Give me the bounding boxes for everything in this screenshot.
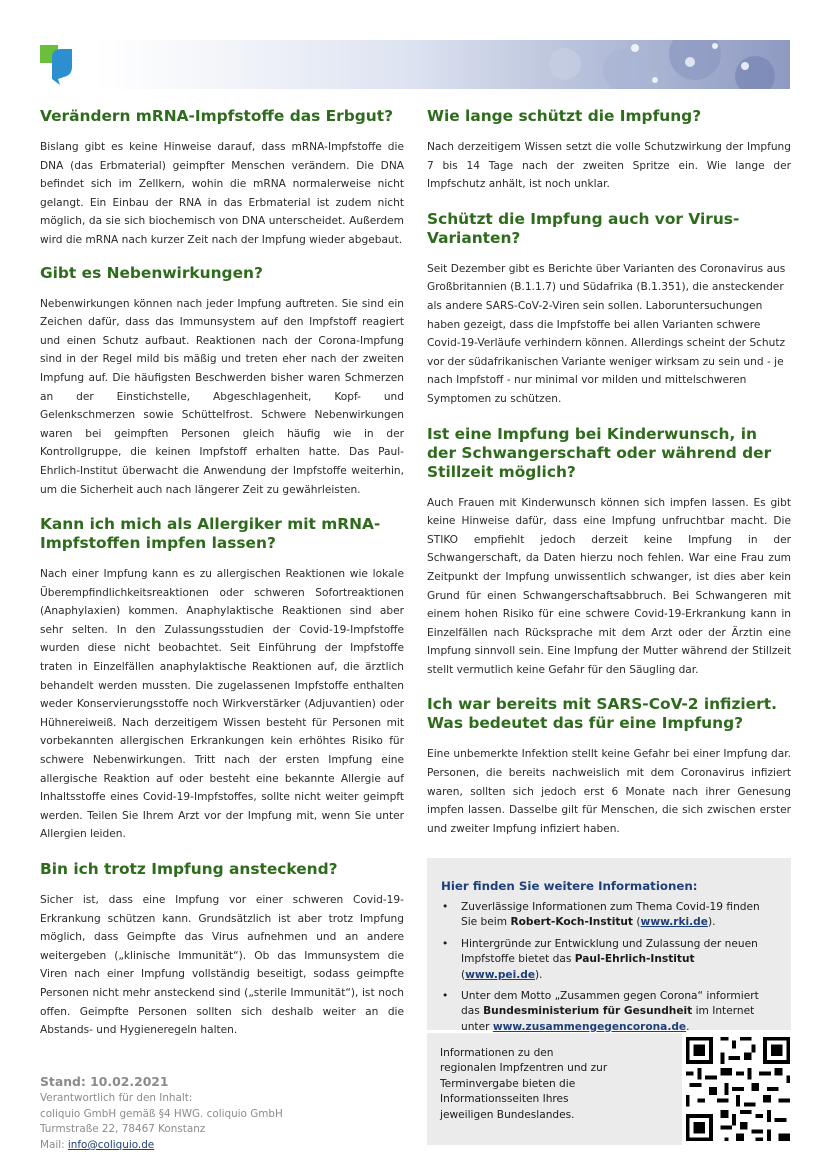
section-heading: Wie lange schützt die Impfung? <box>427 107 702 125</box>
section-heading: Bin ich trotz Impfung ansteckend? <box>40 860 338 878</box>
section-text: Seit Dezember gibt es Berichte über Varianten des Coronavirus aus Großbritannien (B.1.1.7) und Südafrika (B.1.351), die ansteckender als andere SARS-CoV-2-Viren sein sollen. Laboruntersuchungen haben gezeigt, dass die Impfstoffe bei allen Varianten schwere Covid-19-Verläufe verhindern können. Allerdings scheint der Schutz vor der südafrikanischen Variante weniger wirksam zu sein und - je nach Impfstoff - nur minimal vor milden und mittelschweren Symptomen zu schützen. <box>427 262 786 405</box>
info-box-title: Hier finden Sie weitere Informationen: <box>441 879 698 893</box>
section-heading: Ich war bereits mit SARS-CoV-2 infiziert. Was bedeutet das für eine Impfung? <box>427 695 777 733</box>
section-allergiker <box>40 515 404 844</box>
list-item: • Zuverlässige Informationen zum Thema Covid-19 finden Sie beim Robert-Koch-Institut (www.rki.de). <box>442 901 760 929</box>
section-varianten <box>427 210 791 409</box>
qr-code-icon[interactable] <box>682 1033 794 1145</box>
footer-imprint <box>40 1074 340 1153</box>
section-text: Eine unbemerkte Infektion stellt keine Gefahr bei einer Impfung dar. Personen, die bereits nachweislich mit dem Coronavirus infiziert waren, sollten sich jedoch erst 6 Monate nach ihrer Genesung impfen lassen. Dasselbe gilt für Menschen, die sich zwischen erster und zweiter Impfung infiziert haben. <box>427 748 791 835</box>
section-heading: Gibt es Nebenwirkungen? <box>40 263 263 282</box>
section-heading: Schützt die Impfung auch vor Virus-Varianten? <box>427 209 740 247</box>
header-banner-image <box>95 40 790 89</box>
section-nebenwirkungen <box>40 264 404 500</box>
section-heading: Ist eine Impfung bei Kinderwunsch, in der Schwangerschaft oder während der Stillzeit möglich? <box>427 424 772 481</box>
zusammengegencorona-link[interactable]: www.zusammengegencorona.de <box>492 1020 687 1033</box>
section-text: Nach derzeitigem Wissen setzt die volle Schutzwirkung der Impfung 7 bis 14 Tage nach der zweiten Spritze ein. Wie lange der Impfschutz anhält, ist noch unklar. <box>427 141 791 191</box>
section-text: Bislang gibt es keine Hinweise darauf, dass mRNA-Impfstoffe die DNA (das Erbmaterial) geimpfter Menschen verändern. Die DNA befindet sich im Zellkern, wohin die mRNA normalerweise nicht gelangt. Ein Einbau der RNA in das Erbmaterial ist zudem nicht möglich, da sie sich biochemisch von DNA unterscheidet. Außerdem wird die mRNA nach kurzer Zeit nach der Impfung wieder abgebaut. <box>40 141 404 246</box>
imprint-mail-line: Mail: info@coliquio.de <box>40 1138 155 1151</box>
rki-link[interactable]: www.rki.de <box>640 916 708 929</box>
list-item: • Unter dem Motto „Zusammen gegen Corona“ informiert das Bundesministerium für Gesundheit im Internet unter www.zusammengegencorona.de. <box>442 990 759 1033</box>
section-text: Nebenwirkungen können nach jeder Impfung auftreten. Sie sind ein Zeichen dafür, dass das Immunsystem auf den Impfstoff reagiert und einen Schutz aufbaut. Reaktionen nach der Corona-Impfung sind in der Regel mild bis mäßig und treten eher nach der zweiten Impfung auf. Die häufigsten Beschwerden bisher waren Schmerzen an der Einstichstelle, Abgeschlagenheit, Kopf- und Gelenkschmerzen sowie Schüttelfrost. Schwere Nebenwirkungen waren bei geimpften Personen gleich häufig wie in der Kontrollgruppe, die keinen Impfstoff erhalten hatte. Das Paul-Ehrlich-Institut überwacht die Anwendung der Impfstoffe weiterhin, um die Sicherheit auch nach längerer Zeit zu gewährleisten. <box>40 297 404 496</box>
section-text: Nach einer Impfung kann es zu allergischen Reaktionen wie lokale Überempfindlichkeitsreaktionen oder schweren Sofortreaktionen (Anaphylaxien) kommen. Anaphylaktische Reaktionen sind aber sehr selten. In den Zulassungsstudien der Covid-19-Impfstoffe wurden diese nicht beobachtet. Seit Einführung der Impfstoffe traten in Einzelfällen anaphylaktische Reaktionen auf, die ärztlich behandelt werden mussten. Die zugelassenen Impfstoffe enthalten weder Konservierungsstoffe noch Wirkverstärker (Adjuvantien) oder Hühnereiweiß. Nach derzeitigem Wissen besteht für Personen mit vorbekannten allergischen Erkrankungen kein erhöhtes Risiko für schwere Nebenwirkungen. Tritt nach der ersten Impfung eine allergische Reaktion auf oder besteht eine bekannte Allergie auf Inhaltsstoffe eines Covid-19-Impfstoffes, sollte nicht weiter geimpft werden. Teilen Sie Ihrem Arzt vor der Impfung mit, wenn Sie unter Allergien leiden. <box>40 568 404 841</box>
section-schutzdauer <box>427 107 791 194</box>
bullet-icon: • <box>442 937 449 950</box>
regional-info-box <box>427 1033 791 1145</box>
left-column <box>40 107 404 1056</box>
list-item: • Hintergründe zur Entwicklung und Zulassung der neuen Impfstoffe bietet das Paul-Ehrlich-Institut (www.pei.de). <box>442 937 758 981</box>
section-schwangerschaft <box>427 425 791 680</box>
mail-link[interactable]: info@coliquio.de <box>67 1138 155 1151</box>
right-column <box>427 107 791 854</box>
imprint-line: coliquio GmbH gemäß §4 HWG. coliquio GmbH <box>40 1107 283 1120</box>
section-heading: Kann ich mich als Allergiker mit mRNA-Impfstoffen impfen lassen? <box>40 515 381 553</box>
bullet-icon: • <box>442 901 449 913</box>
imprint-line: Turmstraße 22, 78467 Konstanz <box>40 1123 206 1136</box>
imprint-line: Verantwortlich für den Inhalt: <box>40 1092 193 1104</box>
section-text: Sicher ist, dass eine Impfung vor einer schweren Covid-19-Erkrankung schützen kann. Grundsätzlich ist aber trotz Impfung möglich, dass Geimpfte das Virus aufnehmen und an andere weitergeben („klinische Immunität“). Ob das Immunsystem die Viren nach einer Impfung vollständig beseitigt, sodass geimpfte Personen nicht mehr ansteckend sind („sterile Immunität“), ist noch offen. Geimpfte Personen sollten sich deshalb weiter an die Abstands- und Hygieneregeln halten. <box>40 894 404 1037</box>
section-infiziert <box>427 695 791 838</box>
info-list <box>439 900 779 1041</box>
section-erbgut <box>40 107 404 250</box>
section-ansteckend <box>40 860 404 1040</box>
section-text: Auch Frauen mit Kinderwunsch können sich impfen lassen. Es gibt keine Hinweise dafür, dass eine Impfung unfruchtbar macht. Die STIKO empfiehlt jedoch derzeit keine Impfung in der Schwangerschaft, da Daten hierzu noch fehlen. War eine Frau zum Zeitpunkt der Impfung unwissentlich schwanger, ist dies aber kein Grund für einen Schwangerschaftsabbruch. Bei Schwangeren mit einem hohen Risiko für eine schwere Covid-19-Erkrankung kann in Einzelfällen nach Rücksprache mit dem Arzt oder der Ärztin eine Impfung sinnvoll sein. Eine Impfung der Mutter während der Stillzeit stellt vermutlich keine Gefahr für den Säugling dar. <box>427 496 791 676</box>
section-heading: Verändern mRNA-Impfstoffe das Erbgut? <box>40 107 393 125</box>
bullet-icon: • <box>442 990 449 1003</box>
pei-link[interactable]: www.pei.de <box>465 968 536 981</box>
further-info-box <box>427 858 791 1033</box>
coliquio-logo <box>38 43 74 85</box>
regional-info-text: Informationen zu den regionalen Impfzentren und zur Terminvergabe bieten die Informationsseiten Ihres jeweiligen Bundeslandes. <box>440 1047 608 1121</box>
stand-date: Stand: 10.02.2021 <box>40 1074 169 1089</box>
